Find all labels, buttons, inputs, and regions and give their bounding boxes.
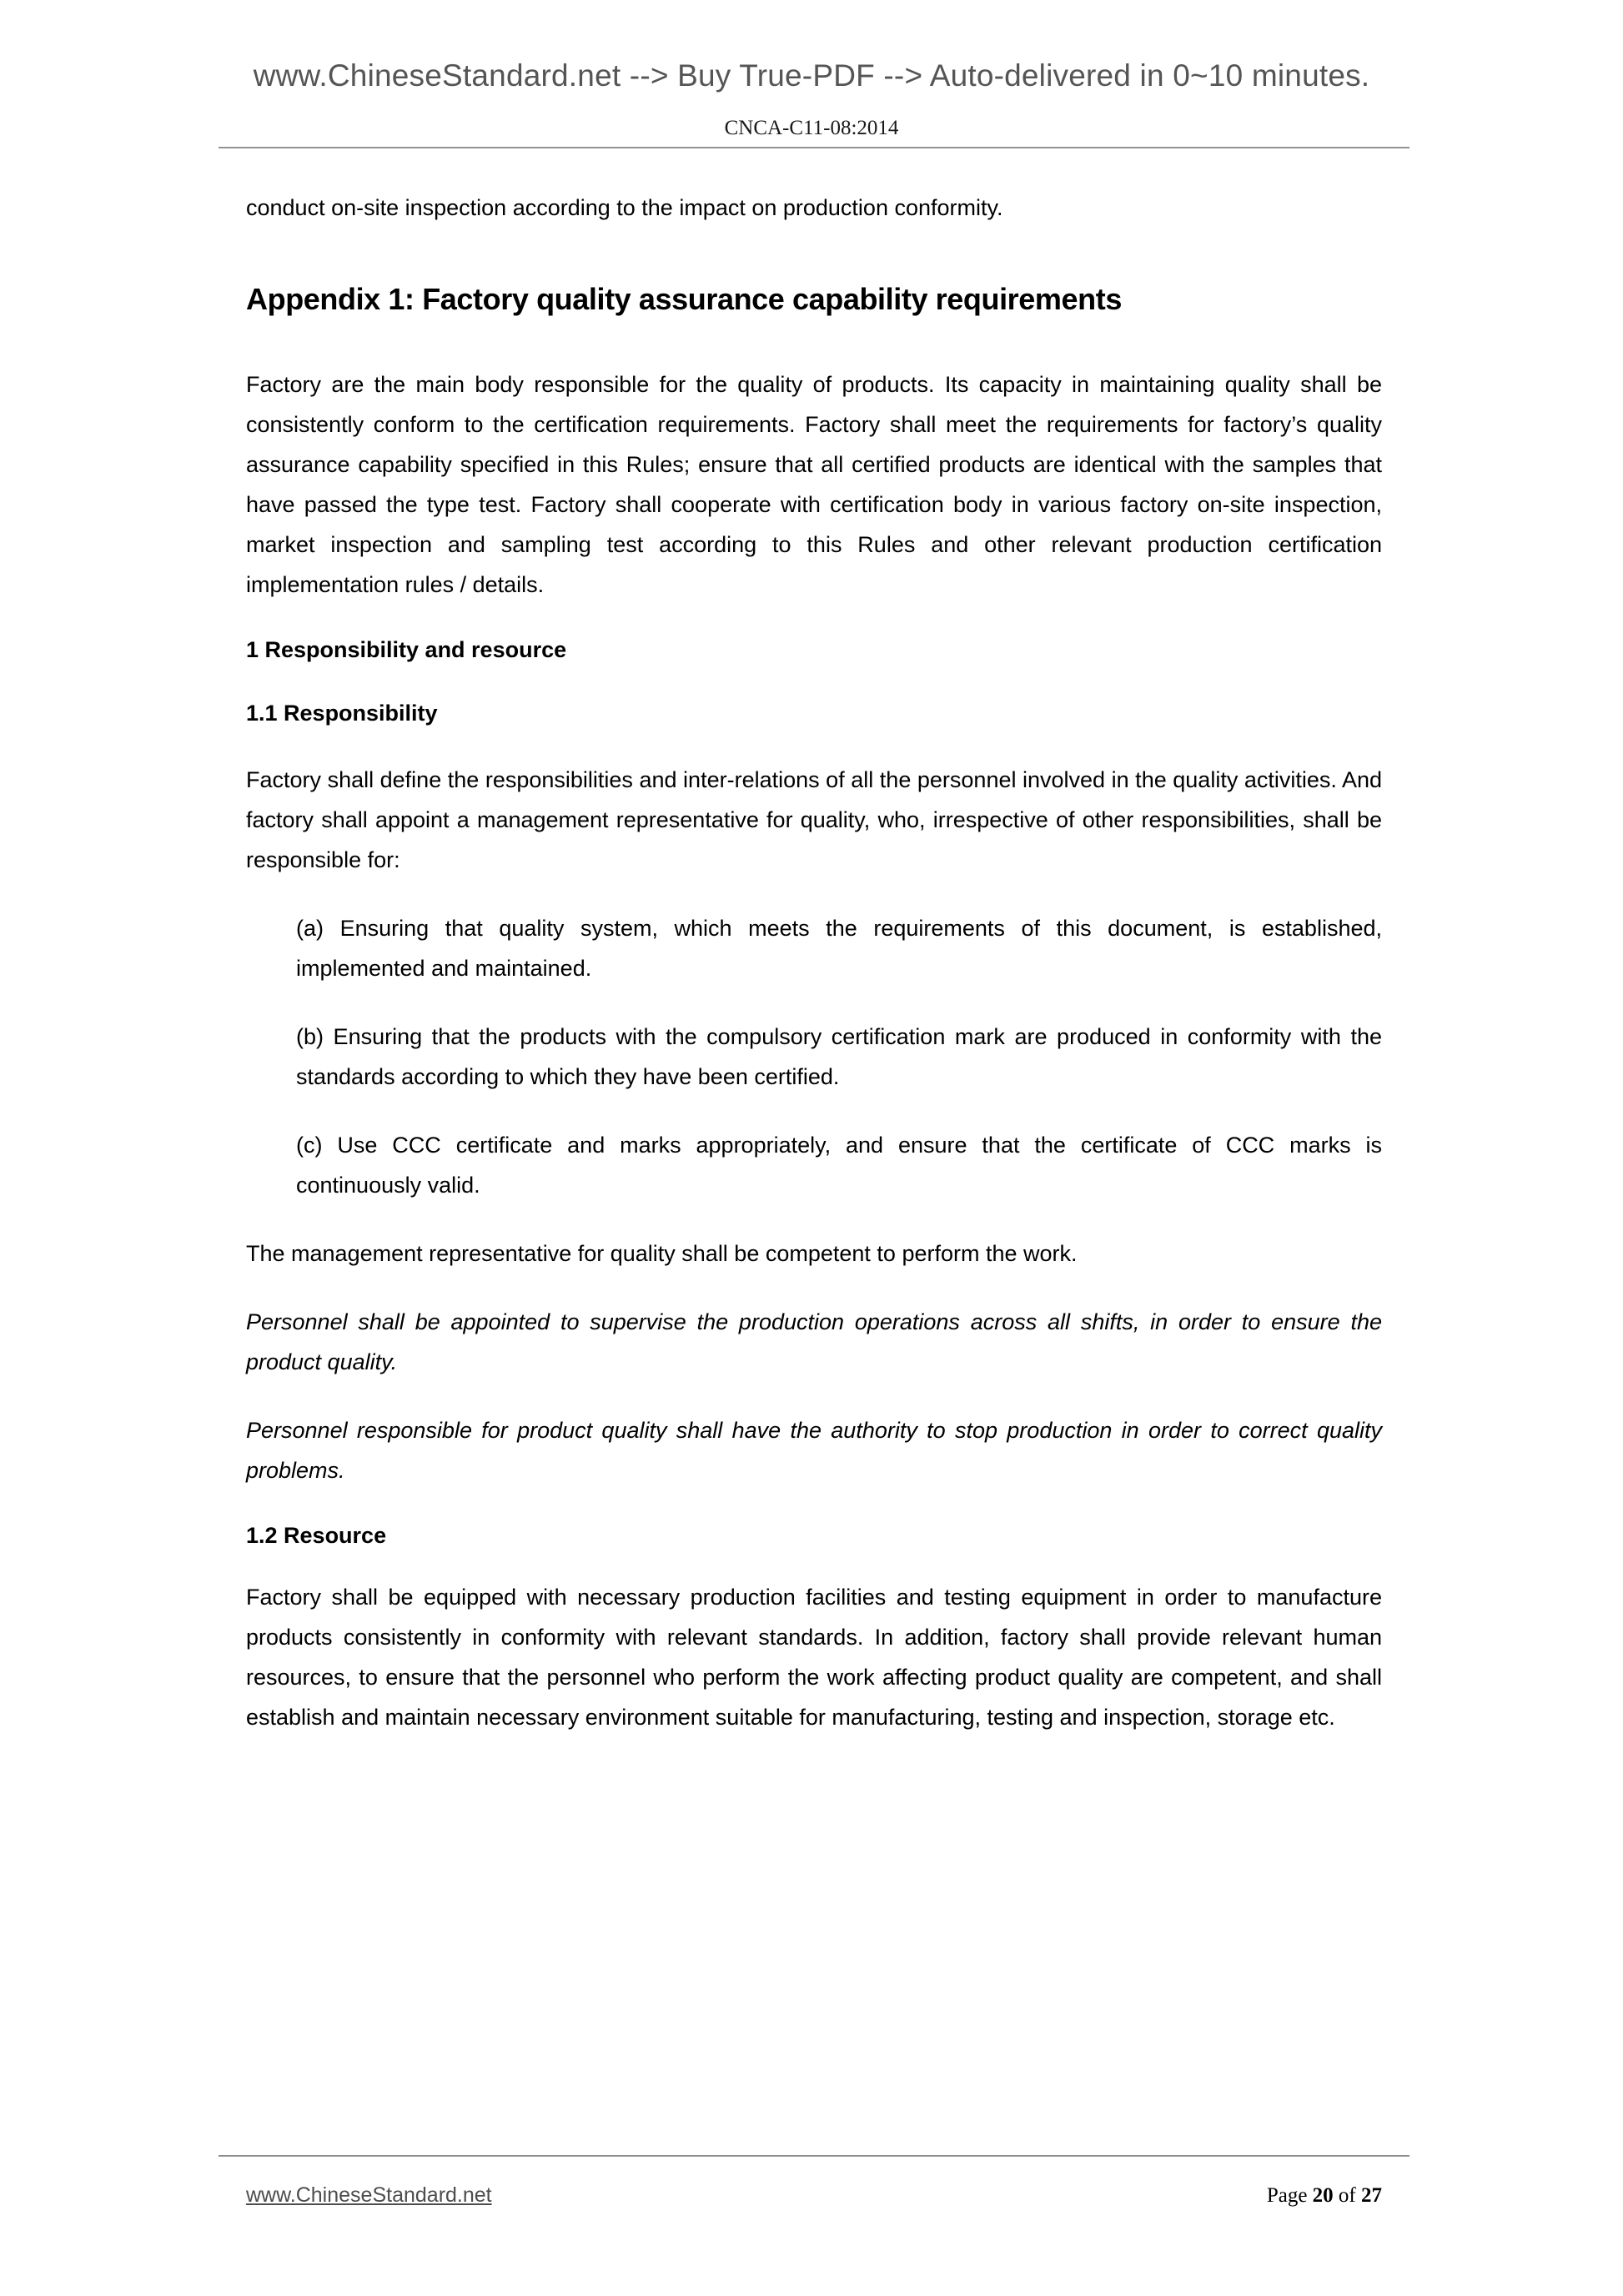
promo-watermark: www.ChineseStandard.net --> Buy True-PDF --> Auto-delivered in 0~10 minutes. — [253, 58, 1370, 93]
paragraph-1-1: Factory shall define the responsibilities and inter-relations of all the personnel involved in the quality activities. And factory shall appoint a management representative for quality, who, irrespective of other responsibilities, shall be responsible for: — [246, 767, 1382, 872]
page-footer — [246, 2183, 1382, 2208]
page-total-number: 27 — [1361, 2184, 1382, 2207]
footer-website-link[interactable]: www.ChineseStandard.net — [246, 2183, 492, 2207]
list-item-c: (c) Use CCC certificate and marks appropriately, and ensure that the certificate of CCC marks is continuously valid. — [296, 1133, 1382, 1198]
page-of-label: of — [1338, 2184, 1356, 2207]
page-number-indicator — [1267, 2184, 1382, 2208]
heading-1-responsibility-and-resource: 1 Responsibility and resource — [246, 637, 567, 662]
document-code-header: CNCA-C11-08:2014 — [724, 117, 899, 139]
list-item-b: (b) Ensuring that the products with the compulsory certification mark are produced in conformity with the standards according to which they have been certified. — [296, 1024, 1382, 1089]
footer-divider — [219, 2155, 1409, 2157]
header-divider — [219, 147, 1409, 148]
italic-paragraph-shift-supervision: Personnel shall be appointed to supervise the production operations across all shifts, in order to ensure the product quality. — [246, 1309, 1382, 1374]
paragraph-1-2: Factory shall be equipped with necessary production facilities and testing equipment in order to manufacture products consistently in conformity with relevant standards. In addition, factory shall provide relevant human resources, to ensure that the personnel who perform the work affecting product quality are competent, and shall establish and maintain necessary environment suitable for manufacturing, testing and inspection, storage etc. — [246, 1585, 1382, 1730]
continued-paragraph: conduct on-site inspection according to the impact on production conformity. — [246, 195, 1003, 220]
paragraph-management-competence: The management representative for quality shall be competent to perform the work. — [246, 1241, 1078, 1266]
heading-1-1-responsibility: 1.1 Responsibility — [246, 701, 438, 726]
document-content — [246, 188, 1382, 1766]
heading-1-2-resource: 1.2 Resource — [246, 1523, 387, 1548]
italic-paragraph-stop-production-authority: Personnel responsible for product quality shall have the authority to stop production in order to correct quality problems. — [246, 1418, 1382, 1483]
list-item-a: (a) Ensuring that quality system, which meets the requirements of this document, is established, implemented and maintained. — [296, 916, 1382, 981]
page-label: Page — [1266, 2184, 1308, 2207]
intro-paragraph: Factory are the main body responsible for the quality of products. Its capacity in maintaining quality shall be consistently conform to the certification requirements. Factory shall meet the requirements for factory’s quality assurance capability specified in this Rules; ensure that all certified products are identical with the samples that have passed the type test. Factory shall cooperate with certification body in various factory on-site inspection, market inspection and sampling test according to this Rules and other relevant production certification implementation rules / details. — [246, 372, 1382, 597]
appendix-title: Appendix 1: Factory quality assurance capability requirements — [246, 282, 1122, 316]
page-current-number: 20 — [1312, 2184, 1334, 2207]
